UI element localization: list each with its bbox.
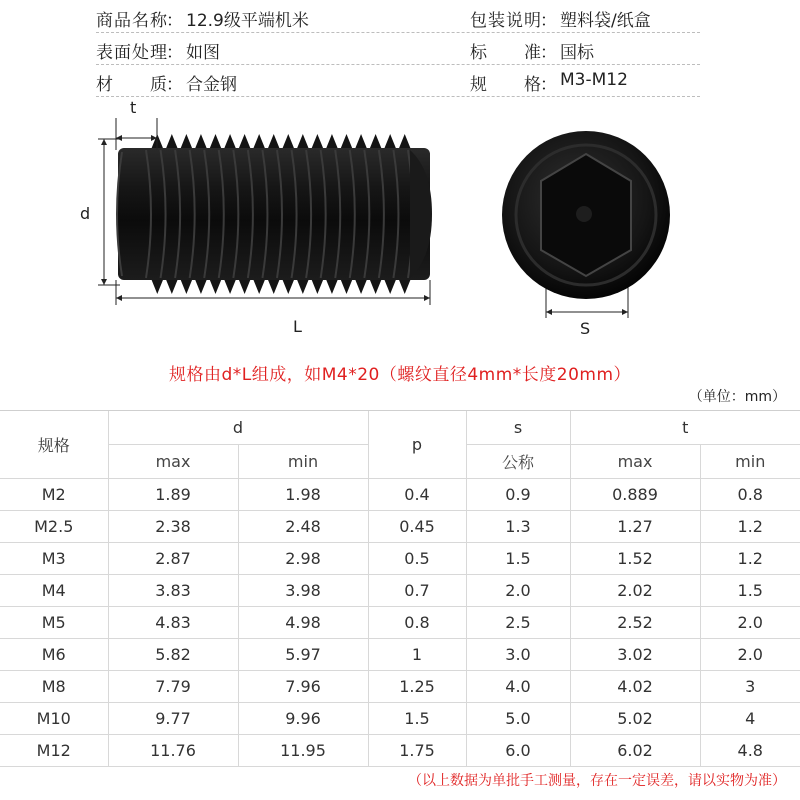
spec-label-name: 商品名称 bbox=[96, 11, 168, 31]
spec-label-surface: 表面处理 bbox=[96, 43, 168, 63]
spec-label-standard: 标 准 bbox=[470, 43, 542, 63]
table-cell: 9.77 bbox=[108, 703, 238, 735]
table-cell: 4.0 bbox=[466, 671, 570, 703]
table-cell: 4 bbox=[700, 703, 800, 735]
table-cell: 0.889 bbox=[570, 479, 700, 511]
table-cell: 4.83 bbox=[108, 607, 238, 639]
table-cell: 7.96 bbox=[238, 671, 368, 703]
spec-value-material: 合金钢 bbox=[186, 75, 237, 95]
subheader-d-max: max bbox=[108, 445, 238, 479]
table-cell: 0.9 bbox=[466, 479, 570, 511]
table-cell: 3.02 bbox=[570, 639, 700, 671]
table-cell: 1.3 bbox=[466, 511, 570, 543]
spec-value-name: 12.9级平端机米 bbox=[186, 11, 309, 31]
table-cell: 9.96 bbox=[238, 703, 368, 735]
table-cell: 5.82 bbox=[108, 639, 238, 671]
spec-label-size: 规 格 bbox=[470, 75, 542, 95]
dim-label-L: L bbox=[293, 317, 302, 336]
spec-colon: ： bbox=[540, 11, 557, 31]
table-cell: 4.8 bbox=[700, 735, 800, 767]
col-header-s: s bbox=[466, 411, 570, 445]
table-cell: 5.02 bbox=[570, 703, 700, 735]
table-cell: M4 bbox=[0, 575, 108, 607]
subheader-t-min: min bbox=[700, 445, 800, 479]
table-cell: M3 bbox=[0, 543, 108, 575]
table-cell: 0.45 bbox=[368, 511, 466, 543]
spec-label-material: 材 质 bbox=[96, 75, 168, 95]
table-cell: 7.79 bbox=[108, 671, 238, 703]
col-header-spec: 规格 bbox=[0, 411, 108, 479]
table-cell: 0.5 bbox=[368, 543, 466, 575]
table-row bbox=[0, 479, 800, 511]
table-cell: 2.98 bbox=[238, 543, 368, 575]
spec-colon: ： bbox=[540, 43, 557, 63]
screw-side-view bbox=[117, 134, 432, 294]
table-cell: 11.76 bbox=[108, 735, 238, 767]
table-cell: 1 bbox=[368, 639, 466, 671]
table-cell: 2.48 bbox=[238, 511, 368, 543]
table-row bbox=[0, 511, 800, 543]
table-cell: 4.98 bbox=[238, 607, 368, 639]
table-cell: M8 bbox=[0, 671, 108, 703]
table-cell: 5.0 bbox=[466, 703, 570, 735]
table-cell: 0.8 bbox=[700, 479, 800, 511]
table-row bbox=[0, 703, 800, 735]
table-cell: 1.5 bbox=[368, 703, 466, 735]
table-cell: 3.83 bbox=[108, 575, 238, 607]
table-row bbox=[0, 639, 800, 671]
spec-colon: ： bbox=[540, 75, 557, 95]
measurement-disclaimer: （以上数据为单批手工测量，存在一定误差，请以实物为准） bbox=[408, 773, 786, 789]
table-row bbox=[0, 575, 800, 607]
table-cell: 6.0 bbox=[466, 735, 570, 767]
dashed-divider bbox=[96, 96, 700, 97]
subheader-d-min: min bbox=[238, 445, 368, 479]
spec-label-package: 包装说明 bbox=[470, 11, 542, 31]
dim-label-S: S bbox=[580, 319, 591, 338]
table-cell: 1.2 bbox=[700, 543, 800, 575]
dimension-table bbox=[0, 410, 800, 767]
dim-label-t: t bbox=[130, 100, 137, 117]
table-cell: 4.02 bbox=[570, 671, 700, 703]
table-cell: 1.5 bbox=[700, 575, 800, 607]
col-header-d: d bbox=[108, 411, 368, 445]
table-row bbox=[0, 671, 800, 703]
table-cell: M10 bbox=[0, 703, 108, 735]
table-cell: 1.25 bbox=[368, 671, 466, 703]
table-cell: 2.02 bbox=[570, 575, 700, 607]
table-cell: 6.02 bbox=[570, 735, 700, 767]
spec-colon: ： bbox=[166, 11, 183, 31]
table-cell: 1.98 bbox=[238, 479, 368, 511]
table-cell: 2.52 bbox=[570, 607, 700, 639]
spec-colon: ： bbox=[166, 75, 183, 95]
spec-colon: ： bbox=[166, 43, 183, 63]
table-cell: 0.8 bbox=[368, 607, 466, 639]
screw-technical-drawing bbox=[0, 100, 800, 350]
spec-value-size: M3-M12 bbox=[560, 70, 628, 90]
table-cell: 11.95 bbox=[238, 735, 368, 767]
unit-label: （单位：mm） bbox=[688, 389, 786, 405]
table-cell: 1.2 bbox=[700, 511, 800, 543]
spec-value-package: 塑料袋/纸盒 bbox=[560, 11, 651, 31]
table-cell: 2.5 bbox=[466, 607, 570, 639]
table-cell: 1.89 bbox=[108, 479, 238, 511]
table-row bbox=[0, 607, 800, 639]
table-row bbox=[0, 735, 800, 767]
dashed-divider bbox=[96, 64, 700, 65]
spec-value-standard: 国标 bbox=[560, 43, 594, 63]
size-format-note: 规格由d*L组成，如M4*20（螺纹直径4mm*长度20mm） bbox=[168, 365, 632, 385]
product-spec-header bbox=[0, 0, 800, 100]
table-cell: 1.27 bbox=[570, 511, 700, 543]
table-cell: 2.38 bbox=[108, 511, 238, 543]
table-cell: M6 bbox=[0, 639, 108, 671]
subheader-s-nominal: 公称 bbox=[466, 445, 570, 479]
table-cell: 3.98 bbox=[238, 575, 368, 607]
table-cell: 1.75 bbox=[368, 735, 466, 767]
table-cell: 0.4 bbox=[368, 479, 466, 511]
table-cell: 1.52 bbox=[570, 543, 700, 575]
spec-row-2 bbox=[96, 34, 696, 66]
spec-value-surface: 如图 bbox=[186, 43, 220, 63]
screw-end-view bbox=[502, 131, 670, 299]
dim-label-d: d bbox=[80, 204, 91, 223]
table-cell: M12 bbox=[0, 735, 108, 767]
table-cell: 5.97 bbox=[238, 639, 368, 671]
col-header-p: p bbox=[368, 411, 466, 479]
table-cell: M5 bbox=[0, 607, 108, 639]
table-cell: 3 bbox=[700, 671, 800, 703]
table-row bbox=[0, 543, 800, 575]
subheader-t-max: max bbox=[570, 445, 700, 479]
dashed-divider bbox=[96, 32, 700, 33]
table-cell: 2.87 bbox=[108, 543, 238, 575]
spec-row-1 bbox=[96, 2, 696, 34]
table-cell: M2 bbox=[0, 479, 108, 511]
table-cell: 2.0 bbox=[466, 575, 570, 607]
table-cell: 0.7 bbox=[368, 575, 466, 607]
table-cell: 2.0 bbox=[700, 639, 800, 671]
table-cell: 3.0 bbox=[466, 639, 570, 671]
table-cell: 2.0 bbox=[700, 607, 800, 639]
table-cell: M2.5 bbox=[0, 511, 108, 543]
spec-row-3 bbox=[96, 66, 696, 98]
table-cell: 1.5 bbox=[466, 543, 570, 575]
col-header-t: t bbox=[570, 411, 800, 445]
